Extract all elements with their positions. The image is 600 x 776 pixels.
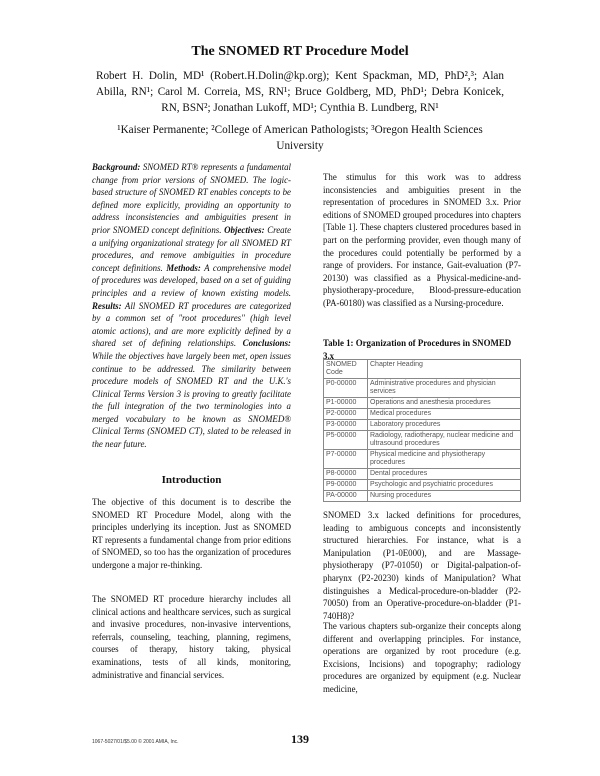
- background-text: SNOMED RT® represents a fundamental change from prior versions of SNOMED. The logic-based structure of SNOMED RT enables concepts to be defined more explicitly, providing an opportunity to address inconsistencies and ambiguities present in prior SNOMED concept definitions.: [92, 162, 291, 235]
- table-header-code: SNOMED Code: [324, 360, 368, 379]
- table-cell-chapter: Dental procedures: [368, 469, 521, 480]
- table-cell-code: P1-00000: [324, 398, 368, 409]
- table-cell-code: P7-00000: [324, 450, 368, 469]
- procedure-chapters-table: [323, 359, 521, 502]
- results-label: Results:: [92, 300, 122, 311]
- affiliations: ¹Kaiser Permanente; ²College of American Pathologists; ³Oregon Health Sciences University: [117, 124, 483, 152]
- table-cell-chapter: Medical procedures: [368, 409, 521, 420]
- author-list: Robert H. Dolin, MD¹ (Robert.H.Dolin@kp.org); Kent Spackman, MD, PhD²,³; Alan Abilla, RN¹; Carol M. Correia, MS, RN¹; Bruce Goldberg, MD, PhD¹; Debra Konicek, RN, BSN²; Jonathan Lukoff, MD¹; Cynthia B. Lundberg, RN¹: [96, 70, 504, 114]
- table-cell-chapter: Physical medicine and physiotherapy procedures: [368, 450, 521, 469]
- table-cell-chapter: Psychologic and psychiatric procedures: [368, 480, 521, 491]
- objectives-label: Objectives:: [224, 224, 265, 235]
- methods-text: A comprehensive model of procedures was developed, based on a set of guiding principles and a review of known existing models.: [92, 262, 291, 298]
- page-number: 139: [291, 732, 309, 746]
- table-cell-chapter: Administrative procedures and physician services: [368, 379, 521, 398]
- results-text: All SNOMED RT procedures are categorized by a common set of "root procedures" (high level atomic actions), and are more explicitly defined by a shared set of defining relationships.: [92, 300, 291, 349]
- table-cell-chapter: Operations and anesthesia procedures: [368, 398, 521, 409]
- copyright-notice: 1067-5027/01/$5.00 © 2001 AMIA, Inc.: [92, 739, 179, 745]
- table-cell-code: P0-00000: [324, 379, 368, 398]
- table-row: [324, 379, 521, 398]
- table-cell-chapter: Radiology, radiotherapy, nuclear medicine and ultrasound procedures: [368, 431, 521, 450]
- paper-title: The SNOMED RT Procedure Model: [191, 44, 409, 59]
- table-header-row: [324, 360, 521, 379]
- table-row: [324, 480, 521, 491]
- table-cell-code: PA-00000: [324, 491, 368, 502]
- table-cell-code: P5-00000: [324, 431, 368, 450]
- table-row: [324, 469, 521, 480]
- table-caption-label: Table 1:: [323, 338, 354, 348]
- table-cell-chapter: Nursing procedures: [368, 491, 521, 502]
- table-row: [324, 420, 521, 431]
- intro-paragraph-2: The SNOMED RT procedure hierarchy includes all clinical actions and healthcare services, such as surgical and invasive procedures, non-invasive interventions, referrals, counseling, teaching, planning, regimens, courses of therapy, history taking, physical examinations, tests of all kinds, monitoring, administrative and financial services.: [92, 594, 291, 680]
- definitions-paragraph: SNOMED 3.x lacked definitions for procedures, leading to ambiguous concepts and inconsistently structured hierarchies. For instance, what is a Manipulation (P1-0E000), and are Massage-physiotherapy (P7-01050) or Digital-palpation-of-pharynx (P2-20230) kinds of Manipulation? What distinguishes a Medical-procedure-on-bladder (P2-70050) from an Operative-procedure-on-bladder (P1-740H8)?: [323, 510, 521, 621]
- abstract: [92, 161, 291, 451]
- chapters-paragraph: The various chapters sub-organize their concepts along different and overlapping principles. For instance, operations are organized by root procedure (e.g. Excisions, Incisions) and topography; radiology procedures are organized by equipment (e.g. Nuclear medicine,: [323, 621, 521, 694]
- background-label: Background:: [92, 162, 141, 172]
- table-row: [324, 398, 521, 409]
- table-cell-chapter: Laboratory procedures: [368, 420, 521, 431]
- table-row: [324, 450, 521, 469]
- table-header-chapter: Chapter Heading: [368, 360, 521, 379]
- introduction-heading: Introduction: [161, 474, 222, 486]
- objectives-text: Create a unifying organizational strategy for all SNOMED RT procedures, and remove ambiguities in procedure concept definitions.: [92, 224, 292, 273]
- table-cell-code: P2-00000: [324, 409, 368, 420]
- table-cell-code: P3-00000: [324, 420, 368, 431]
- table-row: [324, 431, 521, 450]
- conclusions-text: While the objectives have largely been met, open issues continue to be addressed. The similarity between procedure models of SNOMED RT and the U.K.'s Clinical Terms Version 3 is proving to greatly facilitate the full integration of the two terminologies into a merged vocabulary to be known as SNOMED® Clinical Terms (SNOMED CT), slated to be released in the near future.: [92, 350, 291, 450]
- table-cell-code: P9-00000: [324, 480, 368, 491]
- table-cell-code: P8-00000: [324, 469, 368, 480]
- table-caption-text: Organization of Procedures in SNOMED 3.x: [323, 338, 512, 361]
- intro-paragraph-1: The objective of this document is to describe the SNOMED RT Procedure Model, along with the principles underlying its inception. Just as SNOMED RT represents a fundamental change from prior editions of SNOMED, so too has the organization of procedures undergone a major re-thinking.: [92, 497, 291, 570]
- table-row: [324, 409, 521, 420]
- conclusions-label: Conclusions:: [242, 338, 291, 349]
- stimulus-paragraph: The stimulus for this work was to address inconsistencies and ambiguities present in the representation of procedures in SNOMED 3.x. Prior editions of SNOMED grouped procedures into chapters [Table 1]. These chapters clustered procedures based in part on the performing provider, even though many of the procedures could potentially be performed by a range of providers. For instance, Gait-evaluation (P7-20130) was classified as a Physical-medicine-and-physiotherapy-procedure, Blood-pressure-education (PA-60180) was classified as a Nursing-procedure.: [323, 172, 521, 308]
- table-row: [324, 491, 521, 502]
- methods-label: Methods:: [166, 262, 201, 273]
